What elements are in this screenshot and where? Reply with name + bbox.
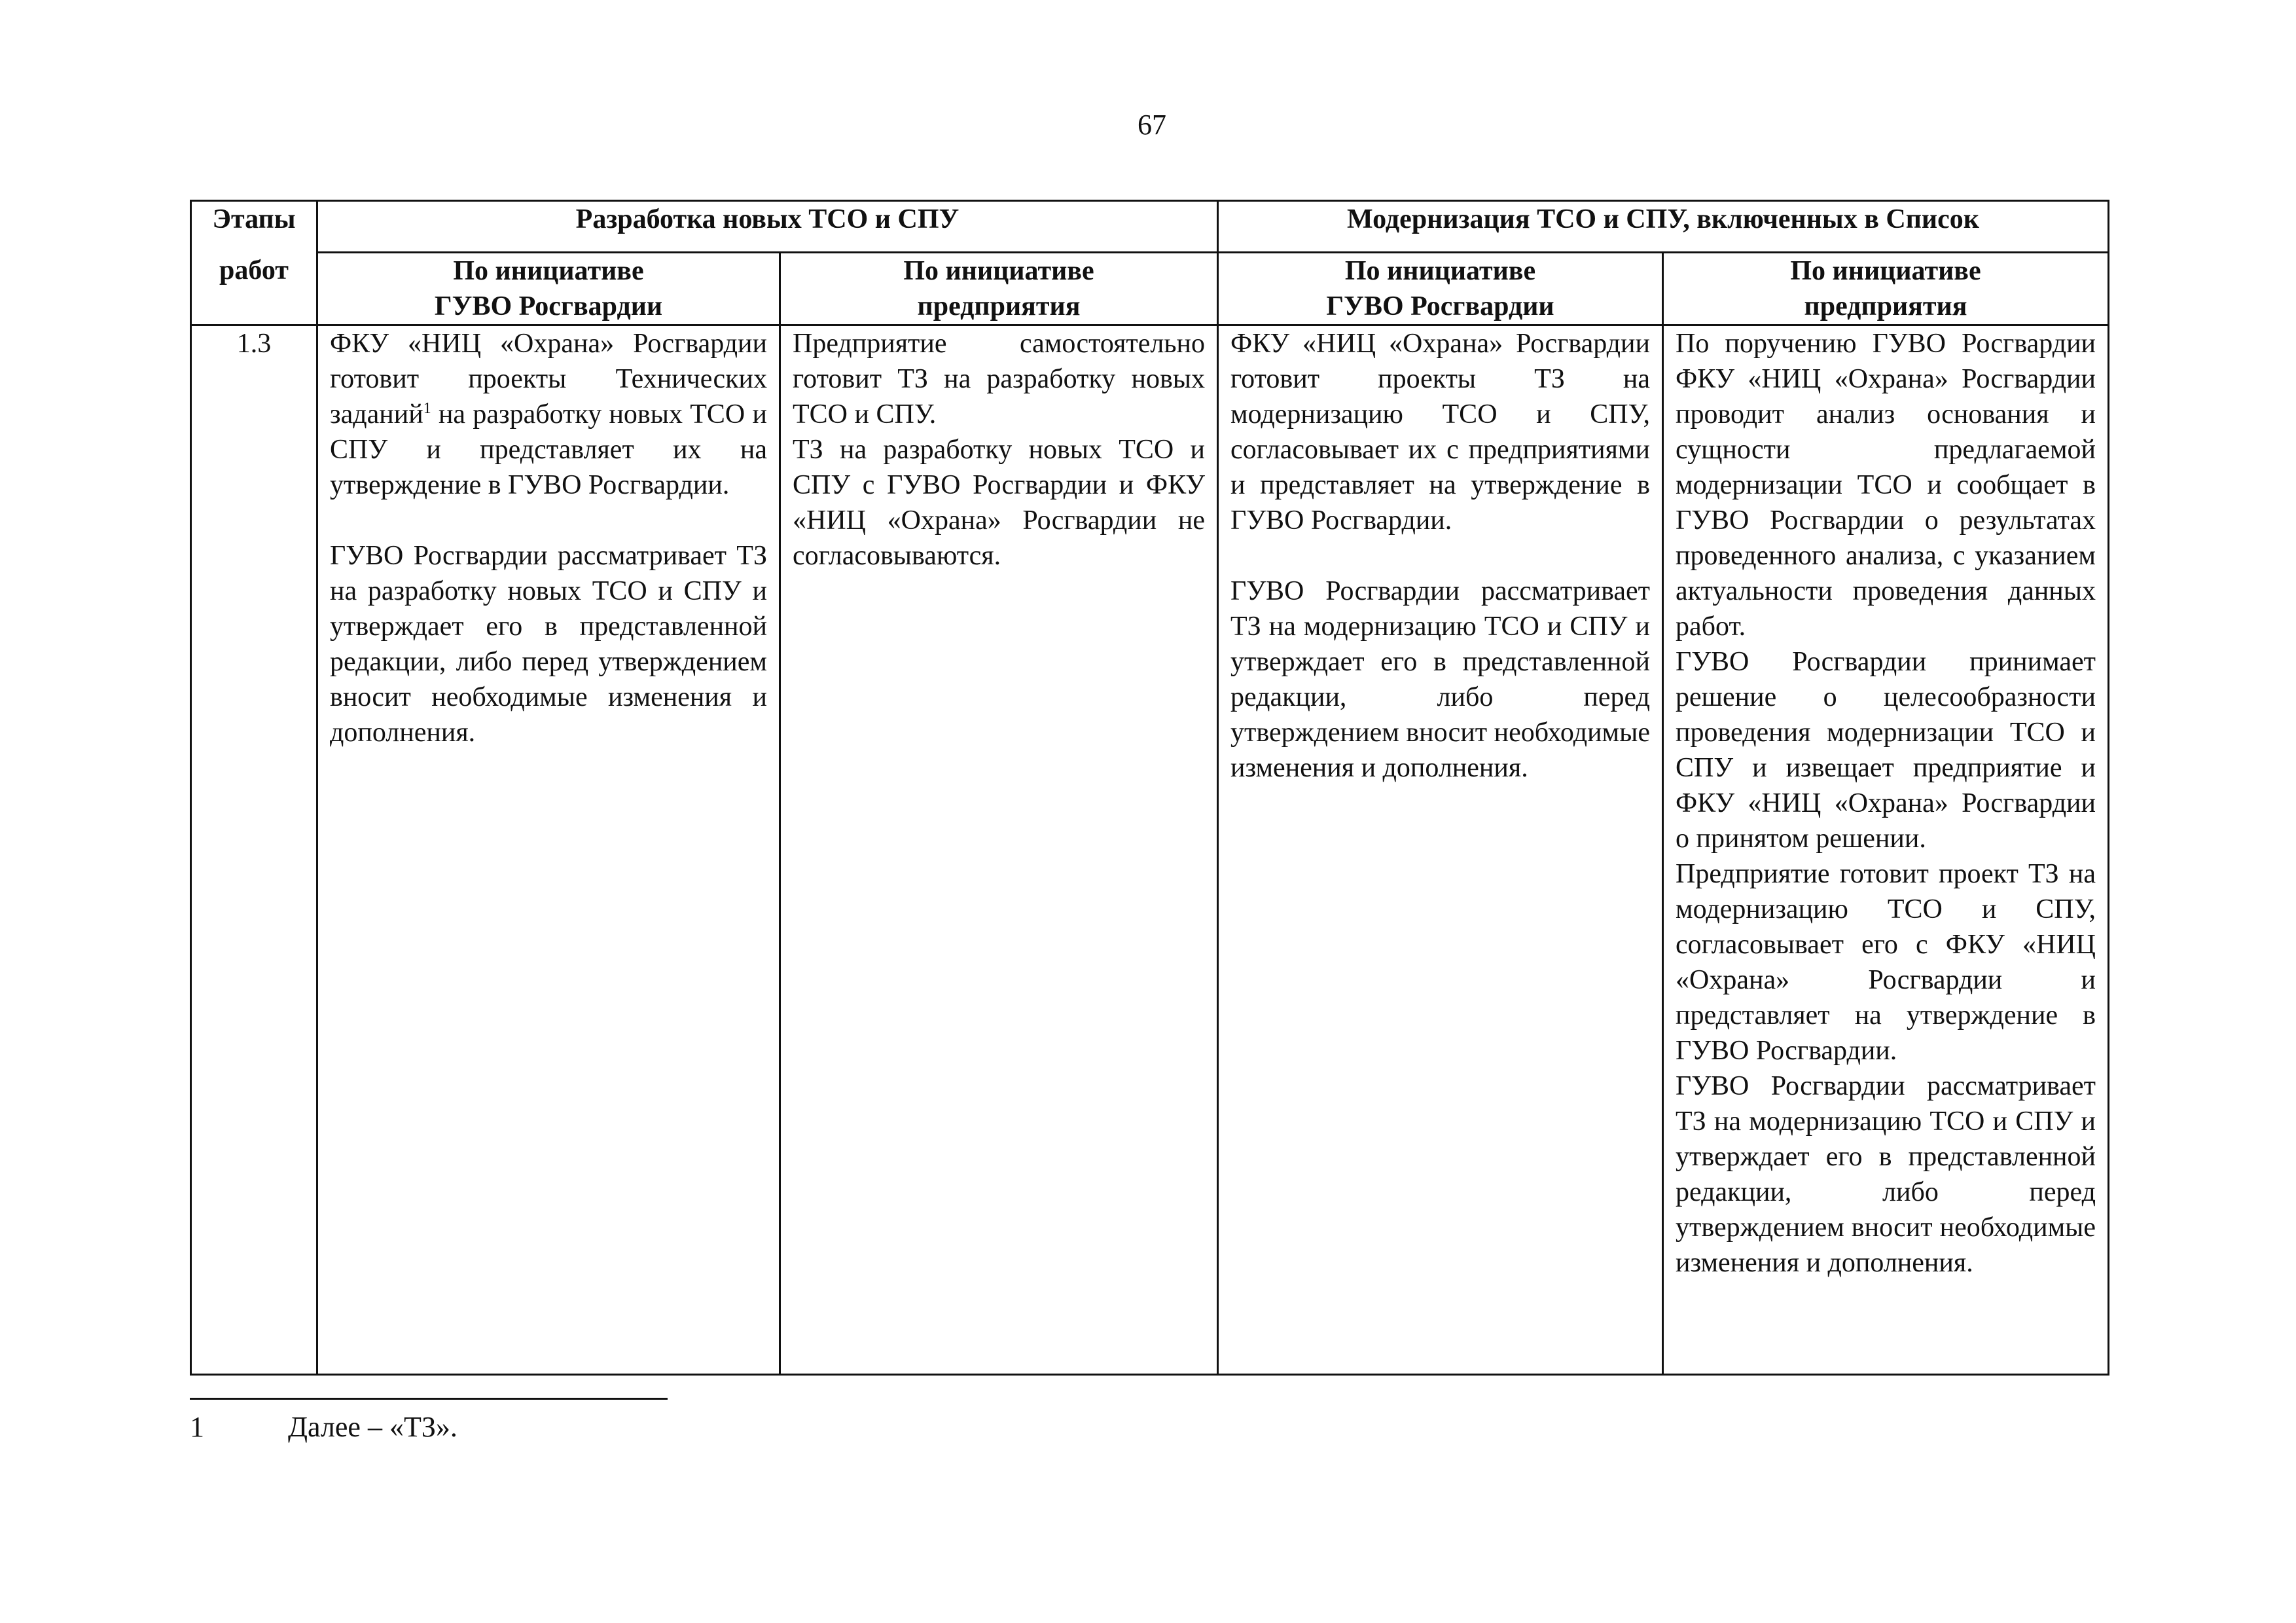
footnote-text: Далее – «ТЗ».: [288, 1411, 457, 1443]
page-number: 67: [1138, 109, 1166, 141]
cell-paragraph: По поручению ГУВО Росгвардии ФКУ «НИЦ «Охрана» Росгвардии проводит анализ основания и сущности предлагаемой модернизации ТСО и сообщает в ГУВО Росгвардии о результатах проведенного анализа, с указанием актуальности проведения данных работ.: [1676, 329, 2096, 642]
cell-paragraph: ФКУ «НИЦ «Охрана» Росгвардии готовит проекты ТЗ на модернизацию ТСО и СПУ, согласовывает их с предприятиями и представляет на утверждение в ГУВО Росгвардии.: [1230, 329, 1650, 536]
subheader-line: По инициативе: [903, 256, 1094, 286]
footnote-reference: 1: [423, 400, 431, 417]
stage-header-top: Этапы: [191, 201, 317, 253]
footnote-number: 1: [190, 1411, 204, 1443]
subheader-line: По инициативе: [1344, 256, 1536, 286]
group-header-development: Разработка новых ТСО и СПУ: [317, 201, 1218, 253]
cell-paragraph: ФКУ «НИЦ «Охрана» Росгвардии готовит проекты Технических заданий$^1$ на разработку новых ТСО и СПУ и представляет их на утверждение в ГУВО Росгвардии.: [330, 329, 767, 500]
subheader-line: По инициативе: [1790, 256, 1981, 286]
cell-paragraph: ГУВО Росгвардии рассматривает ТЗ на модернизацию ТСО и СПУ и утверждает его в представленной редакции, либо перед утверждением вносит необходимые изменения и дополнения.: [1676, 1071, 2096, 1278]
subheader-dev-enterprise: [780, 253, 1218, 325]
cell-paragraph: ГУВО Росгвардии рассматривает ТЗ на модернизацию ТСО и СПУ и утверждает его в представленной редакции, либо перед утверждением вносит необходимые изменения и дополнения.: [1230, 576, 1650, 783]
subheader-line: По инициативе: [453, 256, 644, 286]
subheader-line: ГУВО Росгвардии: [1326, 291, 1554, 321]
subheader-line: ГУВО Росгвардии: [434, 291, 663, 321]
cell-paragraph: ГУВО Росгвардии принимает решение о целесообразности проведения модернизации ТСО и СПУ и извещает предприятие и ФКУ «НИЦ «Охрана» Росгвардии о принятом решении.: [1676, 647, 2096, 854]
cell-paragraph: ТЗ на разработку новых ТСО и СПУ с ГУВО Росгвардии и ФКУ «НИЦ «Охрана» Росгвардии не согласовываются.: [793, 435, 1205, 571]
table-row: [191, 325, 2109, 1375]
cell-paragraph: Предприятие готовит проект ТЗ на модернизацию ТСО и СПУ, согласовывает его с ФКУ «НИЦ «Охрана» Росгвардии и представляет на утверждение в ГУВО Росгвардии.: [1676, 859, 2096, 1066]
subheader-line: предприятия: [1804, 291, 1967, 321]
work-stages-table: [190, 200, 2109, 1376]
stage-header-bottom: работ: [191, 253, 317, 325]
cell-dev-enterprise: [780, 325, 1218, 1375]
cell-dev-guvo: [317, 325, 780, 1375]
group-header-modernization: Модернизация ТСО и СПУ, включенных в Список: [1218, 201, 2109, 253]
stage-number: 1.3: [191, 325, 317, 1375]
footnote-divider: [190, 1398, 668, 1400]
cell-paragraph: Предприятие самостоятельно готовит ТЗ на разработку новых ТСО и СПУ.: [793, 329, 1205, 429]
subheader-line: предприятия: [917, 291, 1081, 321]
subheader-dev-guvo: [317, 253, 780, 325]
cell-paragraph: ГУВО Росгвардии рассматривает ТЗ на разработку новых ТСО и СПУ и утверждает его в представленной редакции, либо перед утверждением вносит необходимые изменения и дополнения.: [330, 541, 767, 748]
cell-mod-enterprise: [1663, 325, 2109, 1375]
cell-mod-guvo: [1218, 325, 1663, 1375]
table-header-row-2: [191, 253, 2109, 325]
subheader-mod-enterprise: [1663, 253, 2109, 325]
table-header-row-1: [191, 201, 2109, 253]
subheader-mod-guvo: [1218, 253, 1663, 325]
footnote: [190, 1408, 457, 1447]
